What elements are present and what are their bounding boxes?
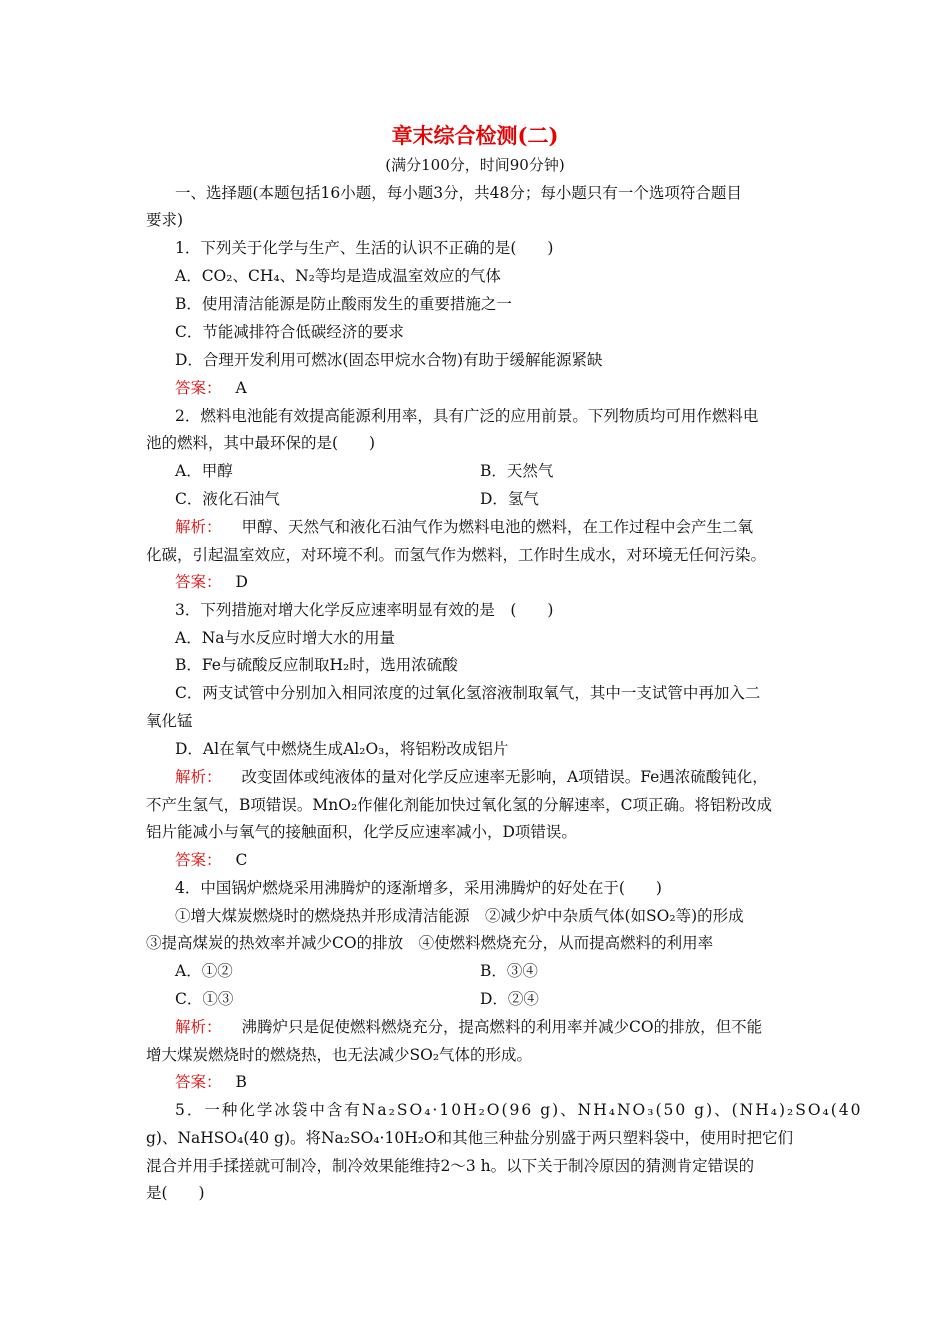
q1-option-d: D．合理开发利用可燃冰(固态甲烷水合物)有助于缓解能源紧缺 [175, 351, 603, 369]
q3-answer [175, 849, 247, 871]
explanation-label: 解析： [175, 518, 222, 536]
q4-option-d: D．②④ [480, 990, 539, 1008]
q5-stem-line1: 5．一种化学冰袋中含有Na₂SO₄·10H₂O(96 g)、NH₄NO₃(50 g)、(NH₄)₂SO₄(40 [175, 1101, 863, 1119]
explanation-text: 沸腾炉只是促使燃料燃烧充分，提高燃料的利用率并减少CO的排放，但不能 [241, 1018, 763, 1036]
answer-value: B [235, 1073, 247, 1091]
q1-stem: 1．下列关于化学与生产、生活的认识不正确的是( ) [175, 239, 554, 257]
explanation-label: 解析： [175, 768, 222, 786]
q4-stem: 4．中国锅炉燃烧采用沸腾炉的逐渐增多，采用沸腾炉的好处在于( ) [175, 879, 662, 897]
answer-value: C [235, 851, 248, 869]
q2-explanation-line1 [175, 516, 753, 538]
explanation-label: 解析： [175, 1018, 222, 1036]
q3-explanation-line1 [175, 766, 768, 788]
explanation-text: 改变固体或纯液体的量对化学反应速率无影响，A项错误。Fe遇浓硫酸钝化， [241, 768, 768, 786]
section-heading-line1: 一、选择题(本题包括16小题，每小题3分，共48分；每小题只有一个选项符合题目 [175, 184, 742, 202]
q2-option-b: B．天然气 [480, 462, 554, 480]
q2-explanation-line2: 化碳，引起温室效应，对环境不利。而氢气作为燃料，工作时生成水，对环境无任何污染。 [146, 546, 767, 564]
q1-option-b: B．使用清洁能源是防止酸雨发生的重要措施之一 [175, 295, 512, 313]
q1-option-a: A．CO₂、CH₄、N₂等均是造成温室效应的气体 [175, 267, 501, 285]
document-subtitle: (满分100分，时间90分钟) [385, 156, 565, 174]
q5-stem-line2: g)、NaHSO₄(40 g)。将Na₂SO₄·10H₂O和其他三种盐分别盛于两只塑料袋中，使用时把它们 [146, 1129, 794, 1147]
q1-answer [175, 377, 247, 399]
q4-item-line2: ③提高煤炭的热效率并减少CO的排放 ④使燃料燃烧充分，从而提高燃料的利用率 [146, 934, 714, 952]
q3-explanation-line3: 铝片能减小与氧气的接触面积，化学反应速率减小，D项错误。 [146, 823, 577, 841]
q3-option-a: A．Na与水反应时增大水的用量 [175, 629, 395, 647]
q3-option-c-line1: C．两支试管中分别加入相同浓度的过氧化氢溶液制取氧气，其中一支试管中再加入二 [175, 684, 761, 702]
q2-option-a: A．甲醇 [175, 462, 233, 480]
q4-explanation-line2: 增大煤炭燃烧时的燃烧热，也无法减少SO₂气体的形成。 [146, 1046, 533, 1064]
answer-label: 答案： [175, 379, 222, 397]
q2-stem-line1: 2．燃料电池能有效提高能源利用率，具有广泛的应用前景。下列物质均可用作燃料电 [175, 407, 759, 425]
q4-option-a: A．①② [175, 962, 233, 980]
q3-option-d: D．Al在氧气中燃烧生成Al₂O₃，将铝粉改成铝片 [175, 740, 509, 758]
q1-option-c: C．节能减排符合低碳经济的要求 [175, 323, 404, 341]
q4-option-b: B．③④ [480, 962, 538, 980]
q3-option-b: B．Fe与硫酸反应制取H₂时，选用浓硫酸 [175, 656, 458, 674]
answer-value: D [235, 573, 248, 591]
q4-item-line1: ①增大煤炭燃烧时的燃烧热并形成清洁能源 ②减少炉中杂质气体(如SO₂等)的形成 [175, 907, 744, 925]
q5-stem-line4: 是( ) [146, 1184, 205, 1202]
q2-option-d: D．氢气 [480, 490, 539, 508]
q2-answer [175, 571, 248, 593]
q3-explanation-line2: 不产生氢气，B项错误。MnO₂作催化剂能加快过氧化氢的分解速率，C项正确。将铝粉改成 [146, 796, 773, 814]
q3-stem: 3．下列措施对增大化学反应速率明显有效的是 ( ) [175, 601, 554, 619]
answer-label: 答案： [175, 1073, 222, 1091]
q5-stem-line3: 混合并用手揉搓就可制冷，制冷效果能维持2～3 h。以下关于制冷原因的猜测肯定错误的 [146, 1157, 755, 1175]
answer-label: 答案： [175, 573, 222, 591]
q2-option-c: C．液化石油气 [175, 490, 280, 508]
answer-label: 答案： [175, 851, 222, 869]
explanation-text: 甲醇、天然气和液化石油气作为燃料电池的燃料，在工作过程中会产生二氧 [241, 518, 754, 536]
answer-value: A [235, 379, 247, 397]
q4-option-c: C．①③ [175, 990, 234, 1008]
q2-stem-line2: 池的燃料，其中最环保的是( ) [146, 434, 376, 452]
document-title: 章末综合检测(二) [391, 123, 559, 148]
q4-answer [175, 1071, 247, 1093]
q4-explanation-line1 [175, 1016, 762, 1038]
q3-option-c-line2: 氧化锰 [146, 712, 193, 730]
section-heading-line2: 要求) [146, 211, 184, 229]
